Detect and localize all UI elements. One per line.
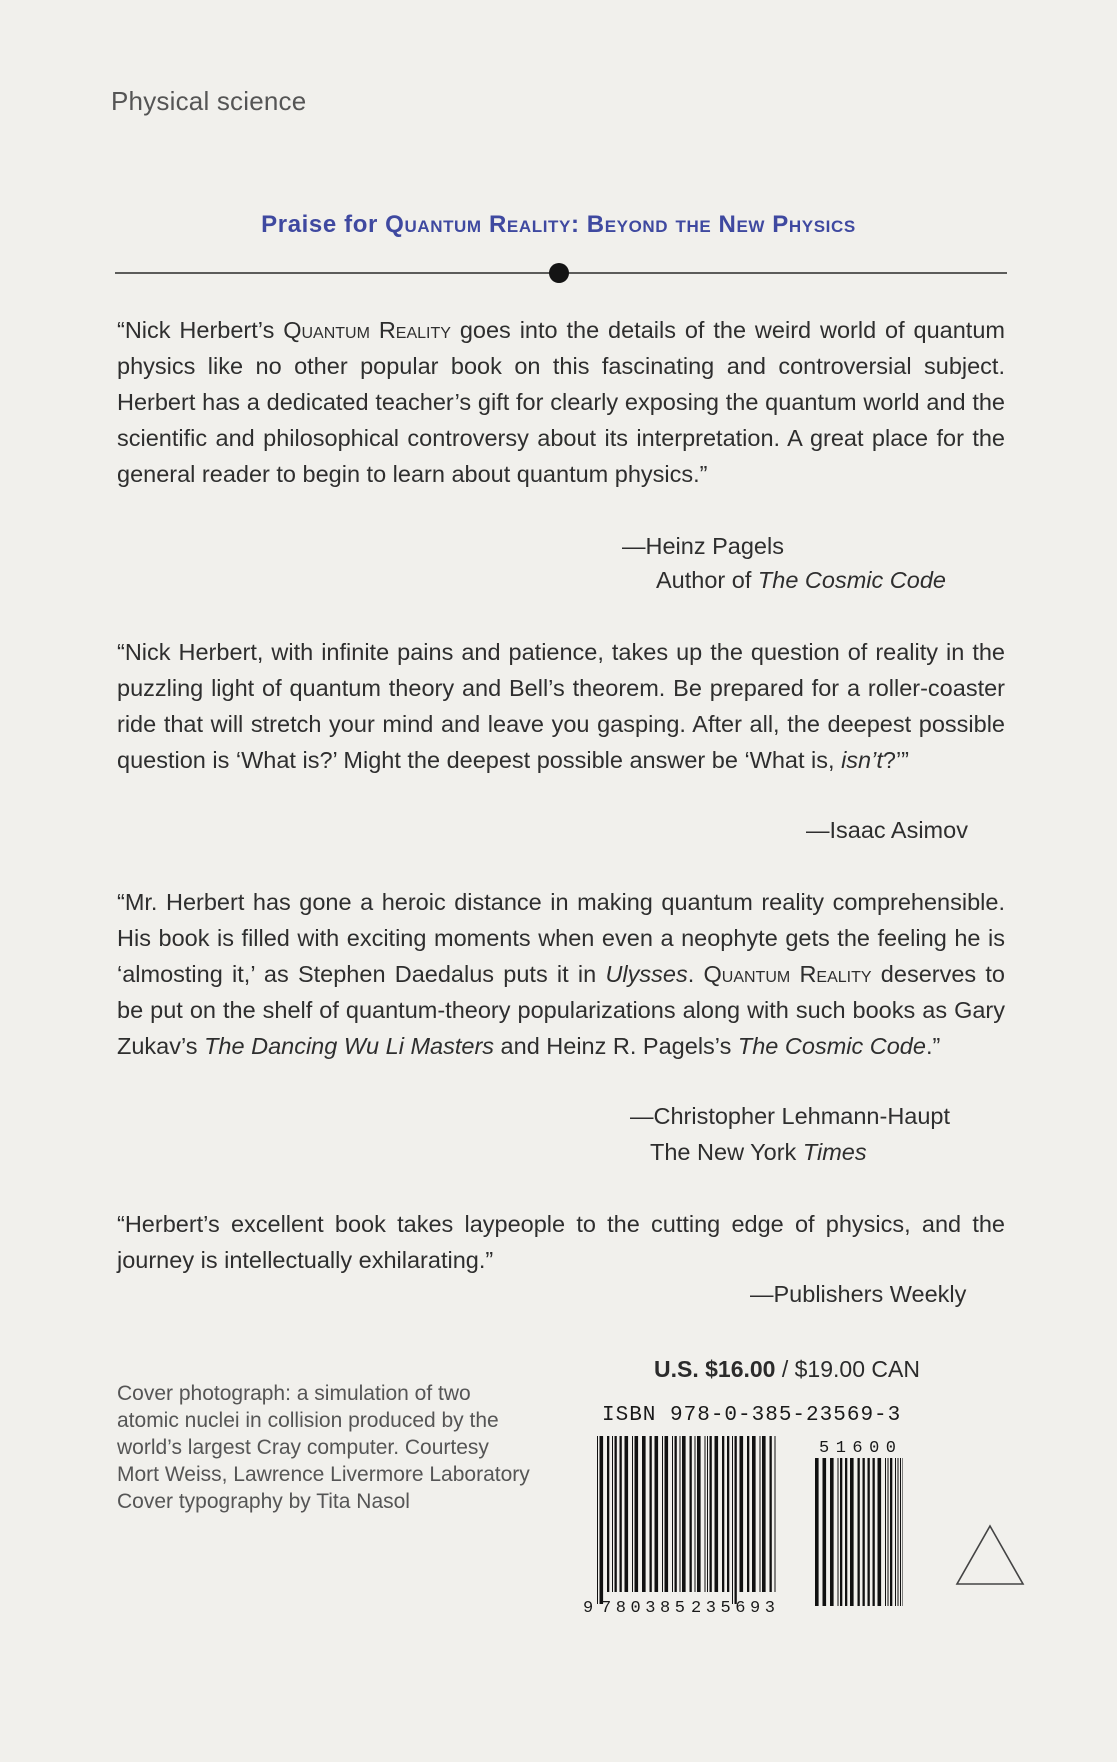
quote-pagels (117, 312, 1005, 492)
category-label: Physical science (111, 86, 307, 116)
barcode-bar (722, 1436, 724, 1592)
attribution-pagels-title (656, 562, 946, 598)
barcode-bar (607, 1436, 609, 1592)
attribution-pagels: —Heinz Pagels (622, 533, 784, 559)
barcode-main-bars (597, 1436, 776, 1604)
barcode-bar (682, 1436, 686, 1592)
barcode-bar (858, 1458, 860, 1606)
barcode-bar (732, 1436, 733, 1604)
barcode-bar (888, 1458, 889, 1606)
price-label (654, 1356, 920, 1383)
barcode-bar (675, 1436, 677, 1592)
barcode-bar (650, 1436, 652, 1592)
barcode-bar (845, 1458, 847, 1606)
barcode-bar (873, 1458, 875, 1606)
barcode-bar (747, 1436, 749, 1592)
quote-publishers-weekly (117, 1206, 1005, 1278)
quote-text: . (687, 961, 704, 987)
quote-italic: Ulysses (605, 961, 688, 987)
quote-italic: isn’t (841, 747, 883, 773)
credit-line: Cover photograph: a simulation of two (117, 1382, 471, 1405)
barcode-bar (895, 1458, 896, 1606)
quote-asimov (117, 634, 1005, 778)
credit-line: world’s largest Cray computer. Courtesy (117, 1436, 489, 1459)
barcode-bar (715, 1436, 719, 1592)
book-title-smallcaps: Quantum Reality (283, 317, 451, 343)
price-can: $19.00 CAN (794, 1356, 920, 1382)
barcode-left-digits: 780385 (601, 1599, 685, 1616)
barcode-bar (695, 1436, 696, 1592)
barcode-bar (815, 1458, 819, 1606)
quote-italic: The Dancing Wu Li Masters (204, 1033, 495, 1059)
barcode-bar (635, 1436, 639, 1592)
barcode-bar (600, 1436, 604, 1604)
barcode-bar (760, 1436, 761, 1592)
barcode-bar (840, 1458, 842, 1606)
barcode-bar (655, 1436, 659, 1592)
attribution-publishers-weekly: —Publishers Weekly (750, 1281, 967, 1307)
quote-text: deserves to be put on the shelf of quantum-theory popularizations along with such books as Gary Zukav’s (117, 961, 1005, 1059)
barcode-bar (680, 1436, 681, 1592)
credit-line: Cover typography by Tita Nasol (117, 1490, 410, 1513)
praise-heading (0, 211, 1117, 239)
barcode-bar (885, 1458, 886, 1606)
barcode-bar (707, 1436, 708, 1592)
barcode-bar (672, 1436, 673, 1592)
quote-text: “Herbert’s excellent book takes laypeople to the cutting edge of physics, and the journey is intellectually exhilarating.” (117, 1211, 1005, 1273)
barcode-bar (735, 1436, 737, 1604)
barcode-bar (890, 1458, 892, 1606)
barcode-bar (752, 1436, 756, 1592)
barcode-bar (705, 1436, 706, 1592)
barcode-bar (727, 1436, 729, 1592)
attribution-lehmann-haupt: —Christopher Lehmann-Haupt (630, 1103, 951, 1129)
barcode-addon-bars (815, 1458, 903, 1606)
book-title-smallcaps: Quantum Reality (703, 961, 872, 987)
isbn-text: ISBN 978-0-385-23569-3 (602, 1404, 902, 1427)
quote-italic: The Cosmic Code (737, 1033, 926, 1059)
barcode-bar (775, 1436, 776, 1592)
attribution-title-text: The New York (650, 1139, 803, 1165)
triangle-logo-icon (955, 1524, 1025, 1586)
attribution-title-italic: The Cosmic Code (757, 567, 946, 593)
barcode-bar (690, 1436, 692, 1592)
attribution-title-text: Author of (656, 567, 758, 593)
barcode-lead-digit: 9 (583, 1599, 594, 1616)
ornament-divider (115, 262, 1007, 284)
barcode-bar (770, 1436, 772, 1592)
divider-dot (549, 263, 569, 283)
cover-credits (117, 1380, 587, 1515)
quote-text: “Mr. Herbert has gone a heroic distance in making quantum reality comprehensible. His book is filled with exciting moments when even a neophyte gets the feeling he is ‘almosting it,’ as Stephen Daedalus puts it in (117, 889, 1005, 987)
barcode-bar (642, 1436, 646, 1592)
barcode-bar (697, 1436, 701, 1592)
barcode-bar (898, 1458, 899, 1606)
attribution-lehmann-haupt-title (650, 1134, 867, 1170)
quote-text: goes into the details of the weird world of quantum physics like no other popular book on this fascinating and controversial subject. Herbert has a dedicated teacher’s gift for clearly exposing the quantum world and the scientific and philosophical controversy about its interpretation. A great place for the general reader to begin to learn about quantum physics.” (117, 317, 1005, 487)
barcode-bar (838, 1458, 839, 1606)
quote-text: .” (925, 1033, 941, 1059)
barcode-bar (612, 1436, 613, 1592)
barcode-bar (830, 1458, 834, 1606)
barcode-bar (615, 1436, 617, 1592)
barcode-bar (740, 1436, 744, 1592)
barcode-bar (863, 1458, 865, 1606)
quote-text: “Nick Herbert, with infinite pains and patience, takes up the question of reality in the puzzling light of quantum theory and Bell’s theorem. Be prepared for a roller-coaster ride that will stretch your mind and leave you gasping. After all, the deepest possible question is ‘What is?’ Might the deepest possible answer be ‘What is, (117, 639, 1005, 773)
barcode-bar (665, 1436, 669, 1592)
barcode-bar (850, 1458, 854, 1606)
price-us: U.S. $16.00 (654, 1356, 776, 1382)
attribution-title-italic: Times (802, 1139, 867, 1165)
barcode-bar (762, 1436, 766, 1592)
isbn-barcode (583, 1426, 950, 1616)
quote-text: and Heinz R. Pagels’s (494, 1033, 738, 1059)
quote-text: “Nick Herbert’s (117, 317, 284, 343)
barcode-bar (632, 1436, 633, 1592)
credit-line: Mort Weiss, Lawrence Livermore Laboratory (117, 1463, 530, 1486)
barcode-addon-digits: 51600 (819, 1439, 899, 1458)
barcode-bar (878, 1458, 882, 1606)
barcode-right-digits: 235693 (691, 1599, 775, 1616)
barcode-bar (662, 1436, 663, 1592)
barcode-bar (903, 1458, 904, 1606)
barcode-bar (710, 1436, 712, 1592)
quote-text: ?’” (882, 747, 909, 773)
attribution-asimov: —Isaac Asimov (806, 817, 968, 843)
barcode-bar (868, 1458, 870, 1606)
barcode-bar (620, 1436, 622, 1592)
quote-lehmann-haupt (117, 884, 1005, 1064)
barcode-bar (597, 1436, 598, 1604)
barcode-bar (900, 1458, 901, 1606)
praise-heading-prefix: Praise for (261, 211, 386, 238)
price-separator: / (775, 1356, 795, 1382)
praise-heading-title: Quantum Reality: Beyond the New Physics (385, 211, 856, 238)
credit-line: atomic nuclei in collision produced by the (117, 1409, 499, 1432)
barcode-bar (823, 1458, 827, 1606)
barcode-bar (625, 1436, 629, 1592)
